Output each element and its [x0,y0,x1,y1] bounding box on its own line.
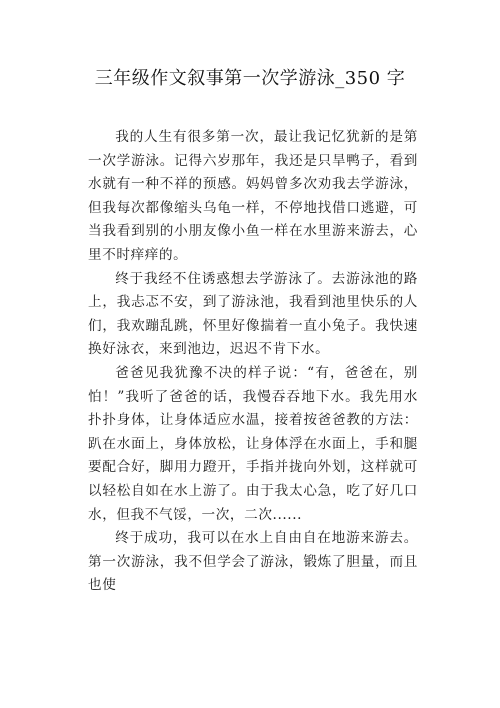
paragraph-4: 终于成功，我可以在水上自由自在地游来游去。第一次游泳，我不但学会了游泳，锻炼了胆量，而且也使 [88,530,418,594]
document-title: 三年级作文叙事第一次学游泳_350 字 [94,68,406,89]
paragraph-1: 我的人生有很多第一次，最让我记忆犹新的是第一次学游泳。记得六岁那年，我还是只旱鸭子，看到水就有一种不祥的预感。妈妈曾多次劝我去学游泳，但我每次都像缩头乌龟一样，不停地找借口逃避，可当我看到别的小朋友像小鱼一样在水里游来游去，心里不时痒痒的。 [88,129,418,263]
paragraph-3: 爸爸见我犹豫不决的样子说：“有，爸爸在，别怕！”我听了爸爸的话，我慢吞吞地下水。我先用水扑扑身体，让身体适应水温，接着按爸爸教的方法：趴在水面上，身体放松，让身体浮在水面上，手和腿要配合好，脚用力蹬开，手指并拢向外划，这样就可以轻松自如在水上游了。由于我太心急，吃了好几口水，但我不气馁，一次，二次...... [88,364,418,523]
document-body [88,126,418,598]
paragraph-2: 终于我经不住诱惑想去学游泳了。去游泳池的路上，我忐忑不安，到了游泳池，我看到池里快乐的人们，我欢蹦乱跳，怀里好像揣着一直小兔子。我快速换好泳衣，来到池边，迟迟不肯下水。 [88,270,418,358]
